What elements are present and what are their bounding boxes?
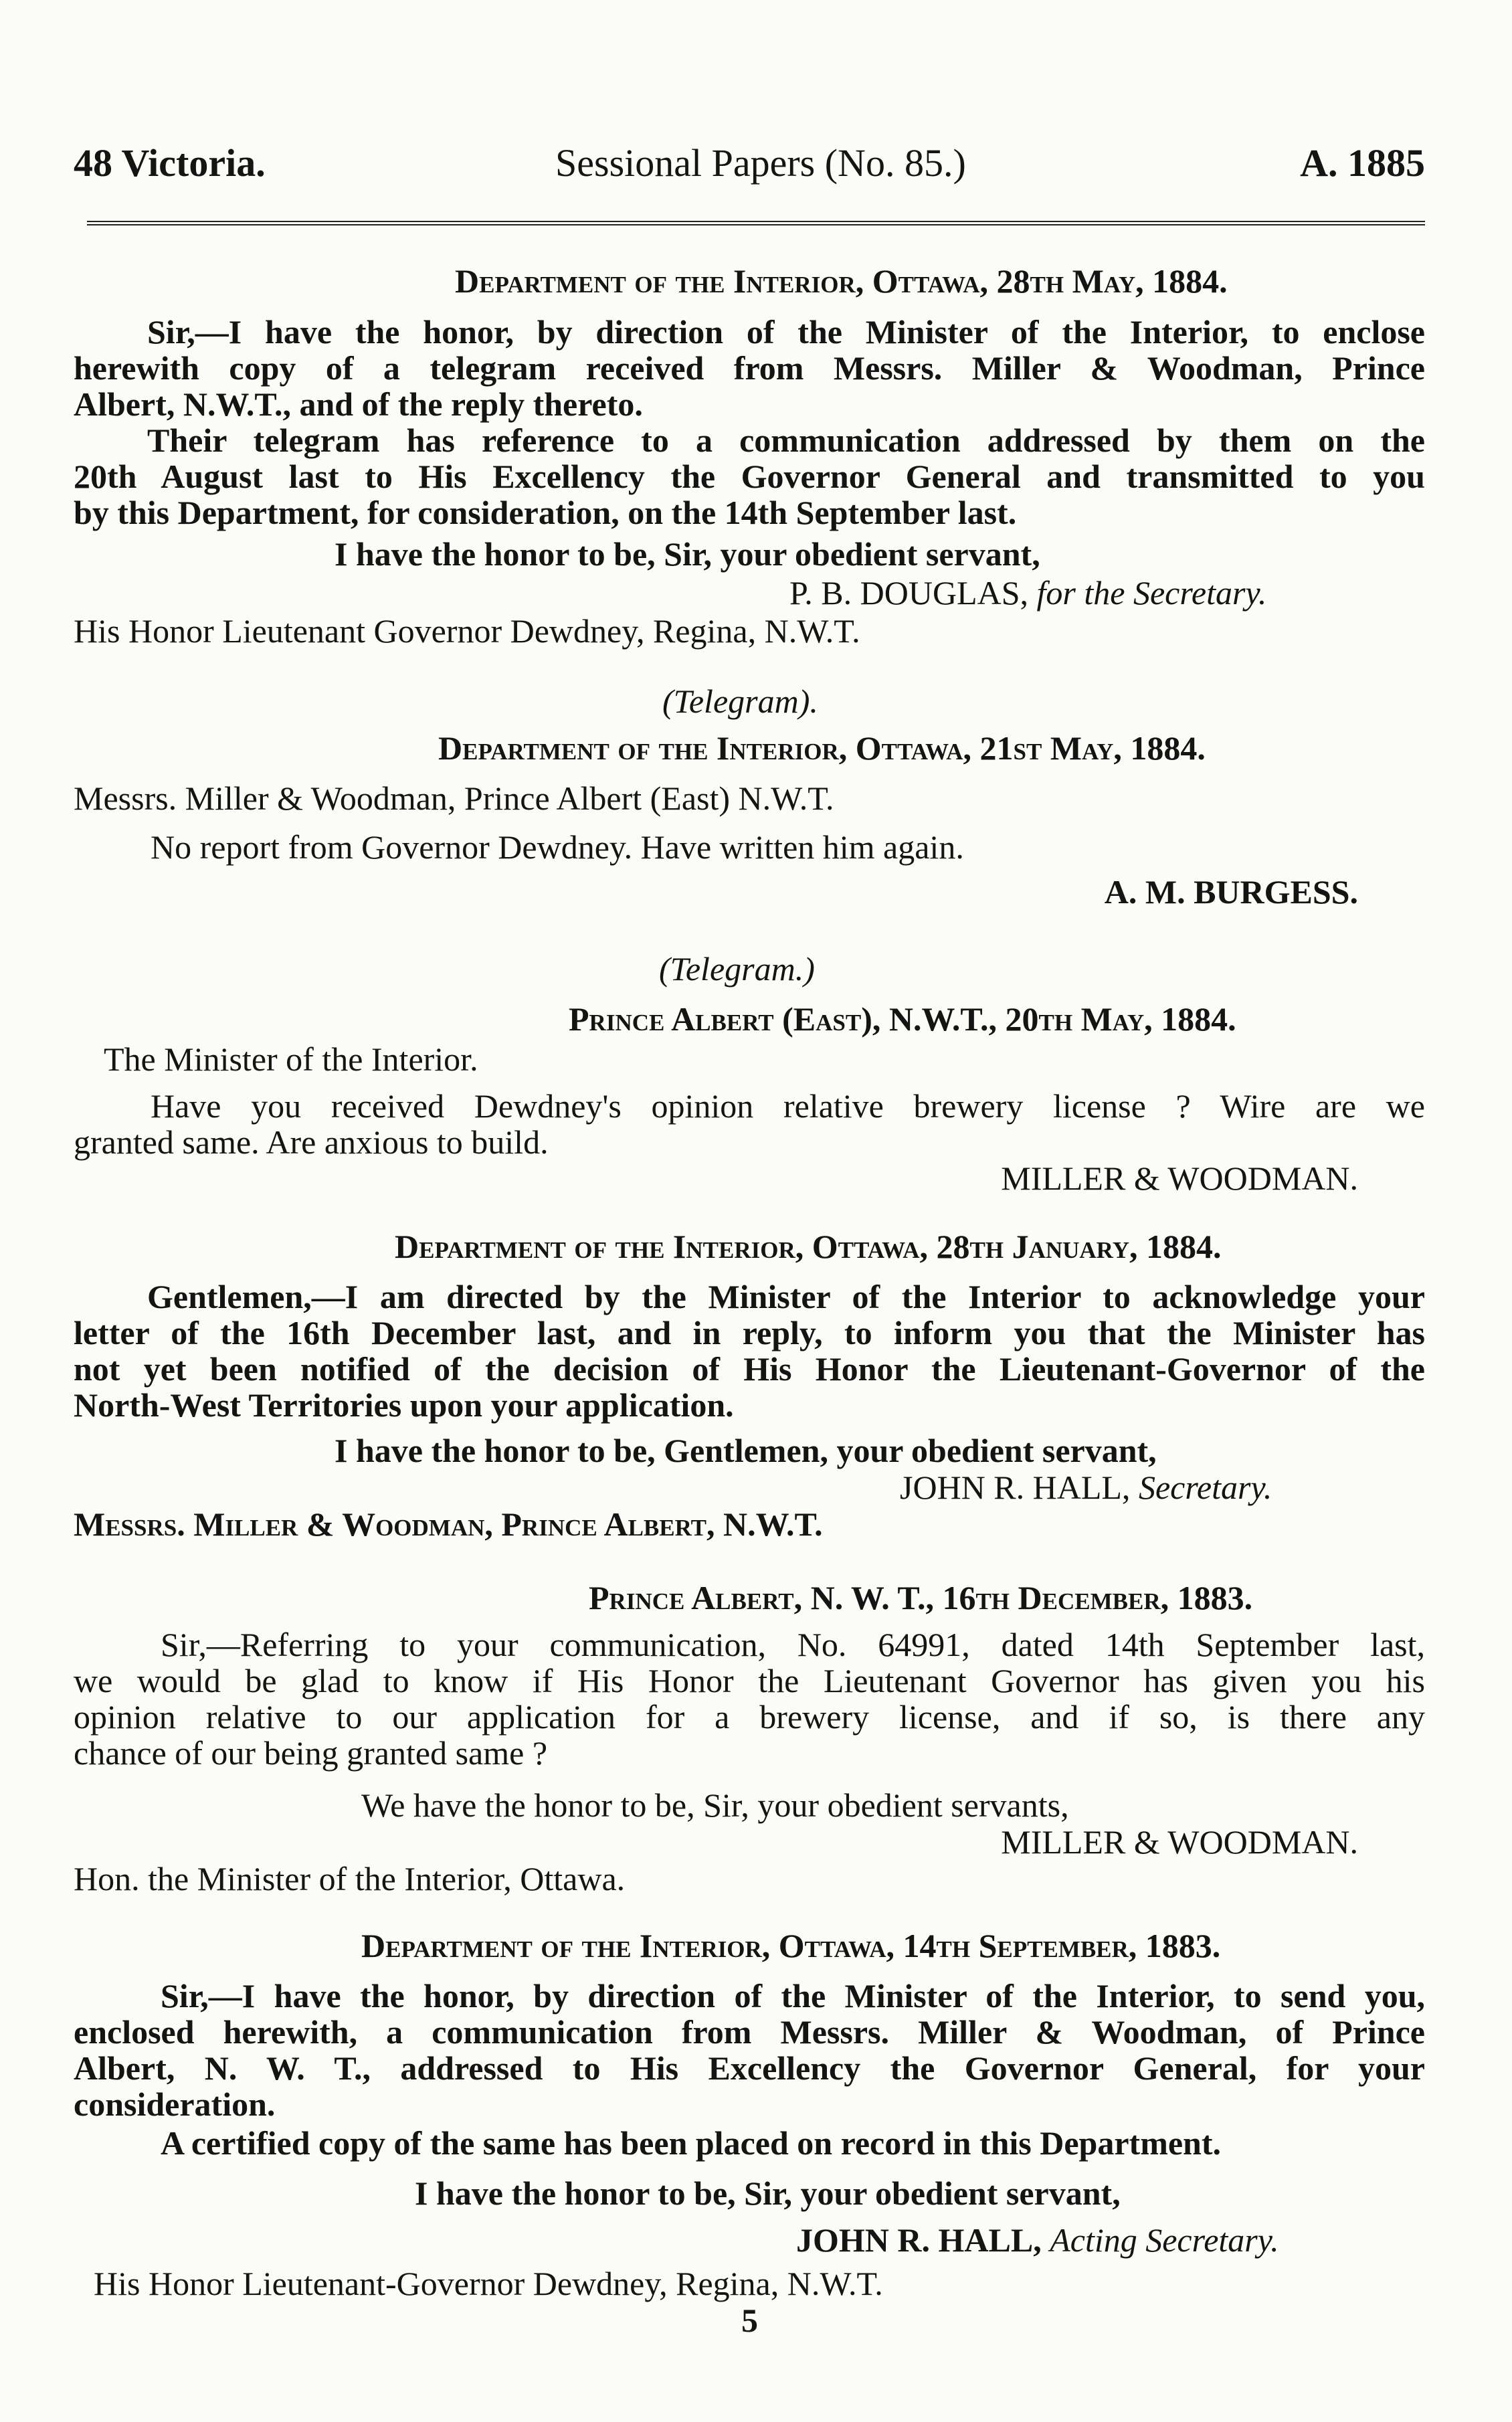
letter3-addressee: Hon. the Minister of the Interior, Ottawa. [74, 1860, 626, 1897]
letter4-line5: A certified copy of the same has been placed on record in this Department. [161, 2124, 1222, 2162]
letter4-line2: enclosed herewith, a communication from Messrs. Miller & Woodman, of Prince [74, 2013, 1425, 2051]
letter3-signature: MILLER & WOODMAN. [1001, 1823, 1358, 1861]
header-left: 48 Victoria. [74, 141, 266, 185]
telegram1-label: (Telegram). [662, 682, 818, 720]
letter1-closing: I have the honor to be, Sir, your obedient servant, [335, 535, 1040, 573]
letter3-dateline: Prince Albert, N. W. T., 16th December, 1883. [589, 1579, 1253, 1616]
letter4-signature [796, 2221, 1279, 2259]
letter2-signature-title: Secretary. [1138, 1469, 1272, 1506]
telegram2-dateline: Prince Albert (East), N.W.T., 20th May, 1884. [569, 1000, 1236, 1038]
telegram2-addressee: The Minister of the Interior. [104, 1040, 478, 1078]
letter3-line1: Sir,—Referring to your communication, No. 64991, dated 14th September last, [161, 1626, 1425, 1663]
telegram2-body-line2: granted same. Are anxious to build. [74, 1123, 549, 1161]
letter1-p2-line3: by this Department, for consideration, on the 14th September last. [74, 494, 1017, 531]
telegram2-body-line1: Have you received Dewdney's opinion relative brewery license ? Wire are we [151, 1087, 1425, 1125]
header-rule [87, 221, 1425, 225]
letter3-line3: opinion relative to our application for a brewery license, and if so, is there any [74, 1698, 1425, 1736]
letter2-closing: I have the honor to be, Gentlemen, your obedient servant, [335, 1432, 1157, 1469]
header-right: A. 1885 [1300, 141, 1425, 185]
letter1-p1-line2: herewith copy of a telegram received from Messrs. Miller & Woodman, Prince [74, 349, 1425, 387]
letter4-signature-title: Acting Secretary. [1050, 2221, 1279, 2259]
telegram1-body: No report from Governor Dewdney. Have written him again. [151, 828, 964, 866]
letter4-addressee: His Honor Lieutenant-Governor Dewdney, Regina, N.W.T. [94, 2265, 883, 2302]
letter1-dateline: Department of the Interior, Ottawa, 28th May, 1884. [455, 262, 1228, 300]
letter2-signature [900, 1469, 1272, 1506]
telegram2-label: (Telegram.) [659, 950, 815, 988]
letter2-line2: letter of the 16th December last, and in reply, to inform you that the Minister has [74, 1314, 1425, 1352]
letter2-dateline: Department of the Interior, Ottawa, 28th January, 1884. [395, 1228, 1222, 1265]
telegram1-addressee: Messrs. Miller & Woodman, Prince Albert (East) N.W.T. [74, 779, 834, 817]
page-header [74, 141, 1425, 187]
letter1-p2-line2: 20th August last to His Excellency the Governor General and transmitted to you [74, 458, 1425, 495]
letter3-line2: we would be glad to know if His Honor the Lieutenant Governor has given you his [74, 1662, 1425, 1699]
letter2-line3: not yet been notified of the decision of His Honor the Lieutenant-Governor of the [74, 1350, 1425, 1388]
page-number: 5 [741, 2302, 758, 2339]
letter2-signature-name: JOHN R. HALL, [900, 1469, 1131, 1506]
letter4-closing: I have the honor to be, Sir, your obedient servant, [415, 2174, 1121, 2212]
letter3-closing: We have the honor to be, Sir, your obedient servants, [361, 1786, 1069, 1824]
letter3-line4: chance of our being granted same ? [74, 1734, 548, 1772]
header-center: Sessional Papers (No. 85.) [555, 141, 966, 185]
letter4-line4: consideration. [74, 2085, 276, 2123]
telegram1-signature: A. M. BURGESS. [1104, 873, 1358, 911]
telegram2-signature: MILLER & WOODMAN. [1001, 1159, 1358, 1197]
letter4-dateline: Department of the Interior, Ottawa, 14th September, 1883. [361, 1927, 1221, 1964]
letter4-line1: Sir,—I have the honor, by direction of the Minister of the Interior, to send you, [161, 1977, 1425, 2015]
letter2-line4: North-West Territories upon your application. [74, 1386, 734, 1424]
letter1-p2-line1: Their telegram has reference to a communication addressed by them on the [147, 422, 1425, 459]
telegram1-dateline: Department of the Interior, Ottawa, 21st May, 1884. [438, 729, 1206, 767]
letter1-signature [789, 574, 1266, 612]
letter2-line1: Gentlemen,—I am directed by the Minister of the Interior to acknowledge your [147, 1278, 1425, 1315]
letter1-signature-title: for the Secretary. [1036, 574, 1267, 612]
letter4-signature-name: JOHN R. HALL, [796, 2221, 1042, 2259]
letter1-p1-line1: Sir,—I have the honor, by direction of the Minister of the Interior, to enclose [147, 313, 1425, 351]
letter1-addressee: His Honor Lieutenant Governor Dewdney, Regina, N.W.T. [74, 612, 860, 650]
letter1-signature-name: P. B. DOUGLAS, [789, 574, 1029, 612]
letter2-addressee: Messrs. Miller & Woodman, Prince Albert, N.W.T. [74, 1505, 823, 1543]
letter1-p1-line3: Albert, N.W.T., and of the reply thereto. [74, 385, 643, 423]
letter4-line3: Albert, N. W. T., addressed to His Excellency the Governor General, for your [74, 2049, 1425, 2087]
